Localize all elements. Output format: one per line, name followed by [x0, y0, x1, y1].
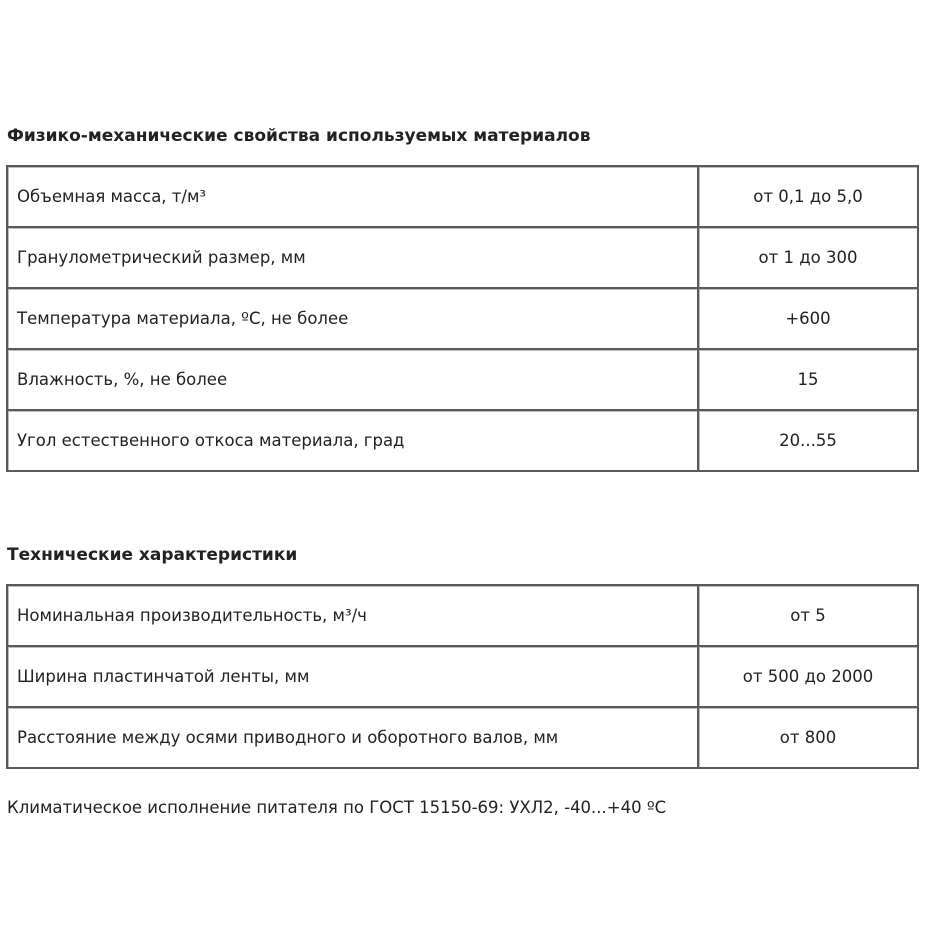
technical-specs-table — [6, 584, 919, 769]
property-name: Угол естественного откоса материала, град — [7, 410, 698, 471]
table-row — [7, 707, 918, 768]
physical-properties-table — [6, 165, 919, 472]
spec-value: от 500 до 2000 — [698, 646, 918, 707]
spec-value: от 5 — [698, 585, 918, 646]
property-name: Влажность, %, не более — [7, 349, 698, 410]
table-row — [7, 410, 918, 471]
table-row — [7, 349, 918, 410]
spec-value: от 800 — [698, 707, 918, 768]
spec-name: Номинальная производительность, м³/ч — [7, 585, 698, 646]
property-name: Температура материала, ºС, не более — [7, 288, 698, 349]
technical-specs-title: Технические характеристики — [7, 545, 298, 565]
spec-name: Расстояние между осями приводного и оборотного валов, мм — [7, 707, 698, 768]
table-row — [7, 288, 918, 349]
climate-footnote: Климатическое исполнение питателя по ГОСТ 15150-69: УХЛ2, -40...+40 ºС — [7, 798, 667, 817]
physical-properties-title: Физико-механические свойства используемых материалов — [7, 126, 591, 146]
property-value: 20...55 — [698, 410, 918, 471]
property-value: 15 — [698, 349, 918, 410]
property-value: от 1 до 300 — [698, 227, 918, 288]
property-value: +600 — [698, 288, 918, 349]
table-row — [7, 646, 918, 707]
table-row — [7, 585, 918, 646]
property-name: Гранулометрический размер, мм — [7, 227, 698, 288]
property-value: от 0,1 до 5,0 — [698, 166, 918, 227]
spec-name: Ширина пластинчатой ленты, мм — [7, 646, 698, 707]
table-row — [7, 227, 918, 288]
table-row — [7, 166, 918, 227]
property-name: Объемная масса, т/м³ — [7, 166, 698, 227]
